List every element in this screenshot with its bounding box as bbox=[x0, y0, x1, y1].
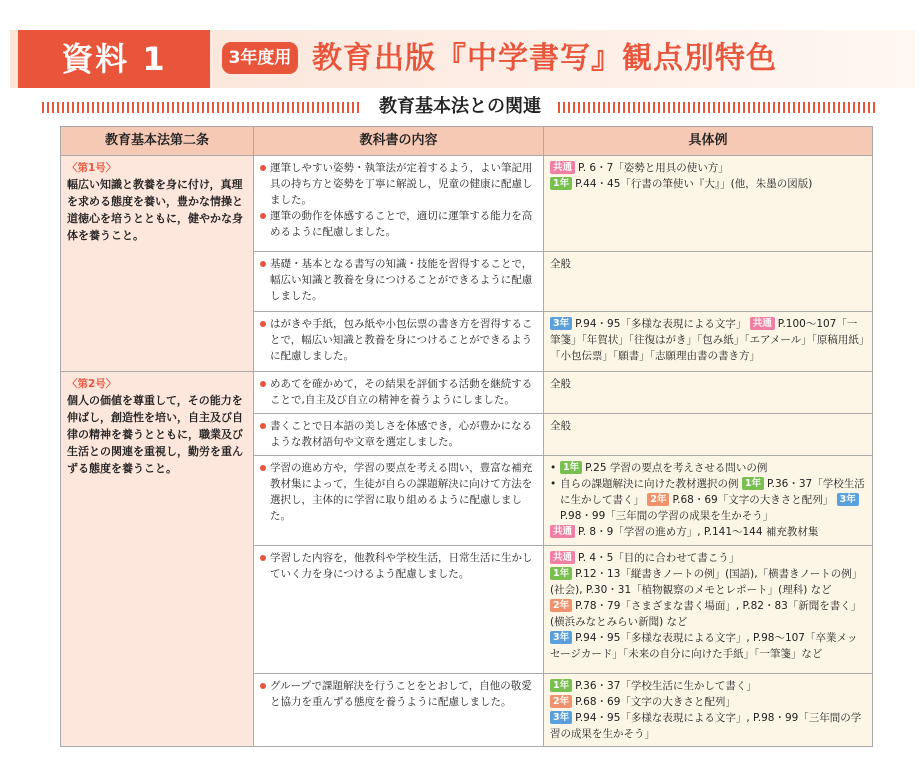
example-line: 1年 P.12・13「縦書きノートの例」(国語),「横書きノートの例」(社会), P.30・31「植物観察のメモとレポート」(理科) など bbox=[550, 568, 863, 596]
example-line: 1年 P.44・45「行書の筆使い『大』」(他，朱墨の図版) bbox=[550, 176, 866, 192]
content-item: 学習の進め方や，学習の要点を考える問い，豊富な補充教材集によって，生徒が自らの課題解決に向けて方法を選択し，主体的に学習に取り組めるように配慮しました。 bbox=[260, 460, 537, 524]
tag-year2: 2年 bbox=[647, 493, 669, 506]
law-text: 幅広い知識と教養を身に付け，真理を求める態度を養い，豊かな情操と道徳心を培うとともに，健やかな身体を養うこと。 bbox=[67, 178, 243, 242]
header-content: 教科書の内容 bbox=[254, 127, 544, 156]
content-cell bbox=[254, 252, 544, 312]
content-cell bbox=[254, 674, 544, 747]
example-cell bbox=[544, 674, 873, 747]
example-line: 3年 P.94・95「多様な表現による文字」, P.98・99「三年間の学習の成果を生かそう」 bbox=[550, 712, 862, 740]
tag-year1: 1年 bbox=[550, 567, 572, 580]
content-item: はがきや手紙，包み紙や小包伝票の書き方を習得することで，幅広い知識と教養を身につけることができるように配慮しました。 bbox=[260, 316, 537, 364]
law-item-1 bbox=[61, 156, 254, 372]
content-cell bbox=[254, 312, 544, 372]
law-item-2 bbox=[61, 372, 254, 747]
table-row bbox=[61, 156, 873, 252]
tag-year1: 1年 bbox=[550, 679, 572, 692]
example-cell bbox=[544, 456, 873, 546]
tag-year3: 3年 bbox=[550, 711, 572, 724]
example-line: 全般 bbox=[550, 420, 571, 432]
example-cell bbox=[544, 414, 873, 456]
year-badge: 3年度用 bbox=[222, 42, 298, 74]
tag-common: 共通 bbox=[750, 317, 775, 330]
example-line: 3年 P.94・95「多様な表現による文字」, P.98〜107「卒業メッセージカード」「未来の自分に向けた手紙」「一筆箋」など bbox=[550, 632, 858, 660]
tag-year1: 1年 bbox=[560, 461, 582, 474]
law-number: 〈第1号〉 bbox=[67, 162, 117, 174]
content-cell bbox=[254, 414, 544, 456]
content-cell bbox=[254, 546, 544, 674]
content-cell bbox=[254, 156, 544, 252]
tag-year2: 2年 bbox=[550, 599, 572, 612]
header-examples: 具体例 bbox=[544, 127, 873, 156]
example-line: 共通 P. 6・7「姿勢と用具の使い方」 bbox=[550, 160, 866, 176]
stripe-left bbox=[42, 102, 362, 113]
content-item: 運筆の動作を体感することで，適切に運筆する能力を高めるように配慮しました。 bbox=[260, 208, 537, 240]
law-text: 個人の価値を尊重して，その能力を伸ばし，創造性を培い，自主及び自律の精神を養うとともに，職業及び生活との関連を重視し，勤労を重んずる態度を養うこと。 bbox=[67, 394, 243, 475]
content-item: 学習した内容を，他教科や学校生活，日常生活に生かしていく力を身につけるよう配慮しました。 bbox=[260, 550, 537, 582]
tag-year1: 1年 bbox=[742, 477, 764, 490]
section-subtitle bbox=[30, 94, 890, 120]
tag-year3: 3年 bbox=[837, 493, 859, 506]
example-cell bbox=[544, 156, 873, 252]
stripe-right bbox=[558, 102, 878, 113]
relation-table bbox=[60, 126, 873, 747]
example-line: • 1年 P.25 学習の要点を考えさせる問いの例 bbox=[550, 460, 866, 476]
content-item: めあてを確かめて，その結果を評価する活動を継続することで,自主及び自立の精神を養うようにしました。 bbox=[260, 376, 537, 408]
content-item: グループで課題解決を行うことをとおして，自他の敬愛と協力を重んずる態度を養うように配慮しました。 bbox=[260, 678, 537, 710]
example-line: 共通 P. 8・9「学習の進め方」, P.141〜144 補充教材集 bbox=[550, 524, 866, 540]
content-item: 基礎・基本となる書写の知識・技能を習得することで，幅広い知識と教養を身につけることができるように配慮しました。 bbox=[260, 256, 537, 304]
example-line: • 自らの課題解決に向けた教材選択の例 1年 P.36・37「学校生活に生かして書く」 2年 P.68・69「文字の大きさと配列」 3年P.98・99「三年間の学習の成果を生かそう」 bbox=[550, 476, 866, 524]
example-line: 2年 P.78・79「さまざまな書く場面」, P.82・83「新聞を書く」(横浜みなとみらい新聞) など bbox=[550, 600, 862, 628]
example-cell bbox=[544, 312, 873, 372]
example-cell bbox=[544, 372, 873, 414]
content-cell bbox=[254, 372, 544, 414]
example-line: 3年 P.94・95「多様な表現による文字」 共通 P.100〜107「一筆箋」「年賀状」「往復はがき」「包み紙」「エアメール」「原稿用紙」「小包伝票」「願書」「志願理由書の書き方」 bbox=[550, 318, 865, 362]
example-line: 全般 bbox=[550, 258, 571, 270]
tag-common: 共通 bbox=[550, 161, 575, 174]
page-title: 教育出版『中学書写』観点別特色 bbox=[312, 41, 777, 76]
content-cell bbox=[254, 456, 544, 546]
tag-year3: 3年 bbox=[550, 631, 572, 644]
header bbox=[0, 30, 920, 88]
table-header-row bbox=[61, 127, 873, 156]
material-label: 資料 1 bbox=[18, 30, 210, 88]
tag-year1: 1年 bbox=[550, 177, 572, 190]
tag-year3: 3年 bbox=[550, 317, 572, 330]
tag-common: 共通 bbox=[550, 525, 575, 538]
header-law: 教育基本法第二条 bbox=[61, 127, 254, 156]
example-line: 1年 P.36・37「学校生活に生かして書く」 bbox=[550, 678, 866, 694]
subtitle-text: 教育基本法との関連 bbox=[379, 96, 541, 117]
example-line: 共通 P. 4・5「目的に合わせて書こう」 bbox=[550, 550, 866, 566]
content-item: 運筆しやすい姿勢・執筆法が定着するよう，よい筆記用具の持ち方と姿勢を丁寧に解説し，児童の健康に配慮しました。 bbox=[260, 160, 537, 208]
content-item: 書くことで日本語の美しさを体感でき，心が豊かになるような教材語句や文章を選定しました。 bbox=[260, 418, 537, 450]
example-cell bbox=[544, 252, 873, 312]
example-line: 全般 bbox=[550, 378, 571, 390]
law-number: 〈第2号〉 bbox=[67, 378, 117, 390]
table-row bbox=[61, 372, 873, 414]
example-cell bbox=[544, 546, 873, 674]
tag-common: 共通 bbox=[550, 551, 575, 564]
tag-year2: 2年 bbox=[550, 695, 572, 708]
example-line: 2年 P.68・69「文字の大きさと配列」 bbox=[550, 694, 866, 710]
